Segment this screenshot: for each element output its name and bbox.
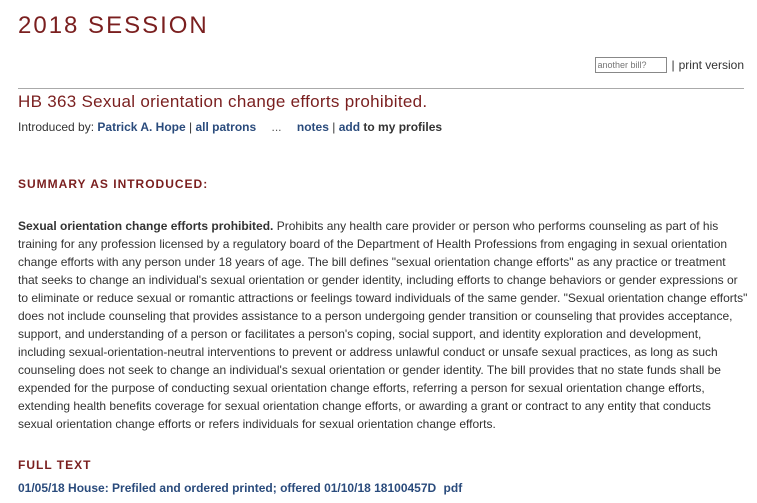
full-text-entry [18, 481, 462, 495]
search-row [595, 57, 745, 73]
summary-lead: Sexual orientation change efforts prohibited. [18, 219, 274, 233]
another-bill-input[interactable] [595, 57, 667, 73]
print-version-link[interactable]: print version [678, 58, 744, 72]
all-patrons-link[interactable]: all patrons [195, 120, 257, 134]
separator: | [671, 58, 675, 72]
summary-body: Prohibits any health care provider or person who performs counseling as part of his training for any profession licensed by a regulatory board of the Department of Health Professions from engaging in sexual orientation change efforts with any person under 18 years of age. The bill defines "sexual orientation change efforts" as any practice or treatment that seeks to change an individual's sexual orientation or gender identity, including efforts to change behaviors or gender expressions or to eliminate or reduce sexual or romantic attractions or feelings toward individuals of the same gender. "Sexual orientation change efforts" does not include counseling that provides assistance to a person undergoing gender transition or counseling that provides acceptance, support, and understanding of a person or facilitates a person's coping, social support, and identity exploration and development, including sexual-orientation-neutral interventions to prevent or address unlawful conduct or unsafe sexual practices, as long as such counseling does not seek to change an individual's sexual orientation or gender identity. The bill provides that no state funds shall be expended for the purpose of conducting sexual orientation change efforts, referring a person for sexual orientation change efforts, extending health benefits coverage for sexual orientation change efforts, or awarding a grant or contract to any entity that conducts sexual orientation change efforts or refers individuals for sexual orientation change efforts. [18, 219, 748, 431]
introduced-row [18, 120, 442, 134]
add-link[interactable]: add [338, 120, 361, 134]
notes-link[interactable]: notes [296, 120, 329, 134]
session-title: 2018 SESSION [18, 12, 209, 39]
full-text-heading: FULL TEXT [18, 458, 92, 472]
pdf-link[interactable]: pdf [443, 481, 463, 495]
full-text-entry-link[interactable]: 01/05/18 House: Prefiled and ordered printed; offered 01/10/18 18100457D [18, 481, 437, 495]
add-suffix: to my profiles [363, 120, 443, 134]
summary-text [18, 217, 748, 433]
patron-link[interactable]: Patrick A. Hope [97, 120, 186, 134]
divider [18, 88, 744, 89]
bill-title: HB 363 Sexual orientation change efforts prohibited. [18, 92, 428, 111]
introduced-label: Introduced by: [18, 120, 95, 134]
ellipsis: ... [271, 120, 282, 134]
summary-heading: SUMMARY AS INTRODUCED: [18, 177, 209, 191]
separator: | [189, 120, 193, 134]
separator: | [332, 120, 336, 134]
